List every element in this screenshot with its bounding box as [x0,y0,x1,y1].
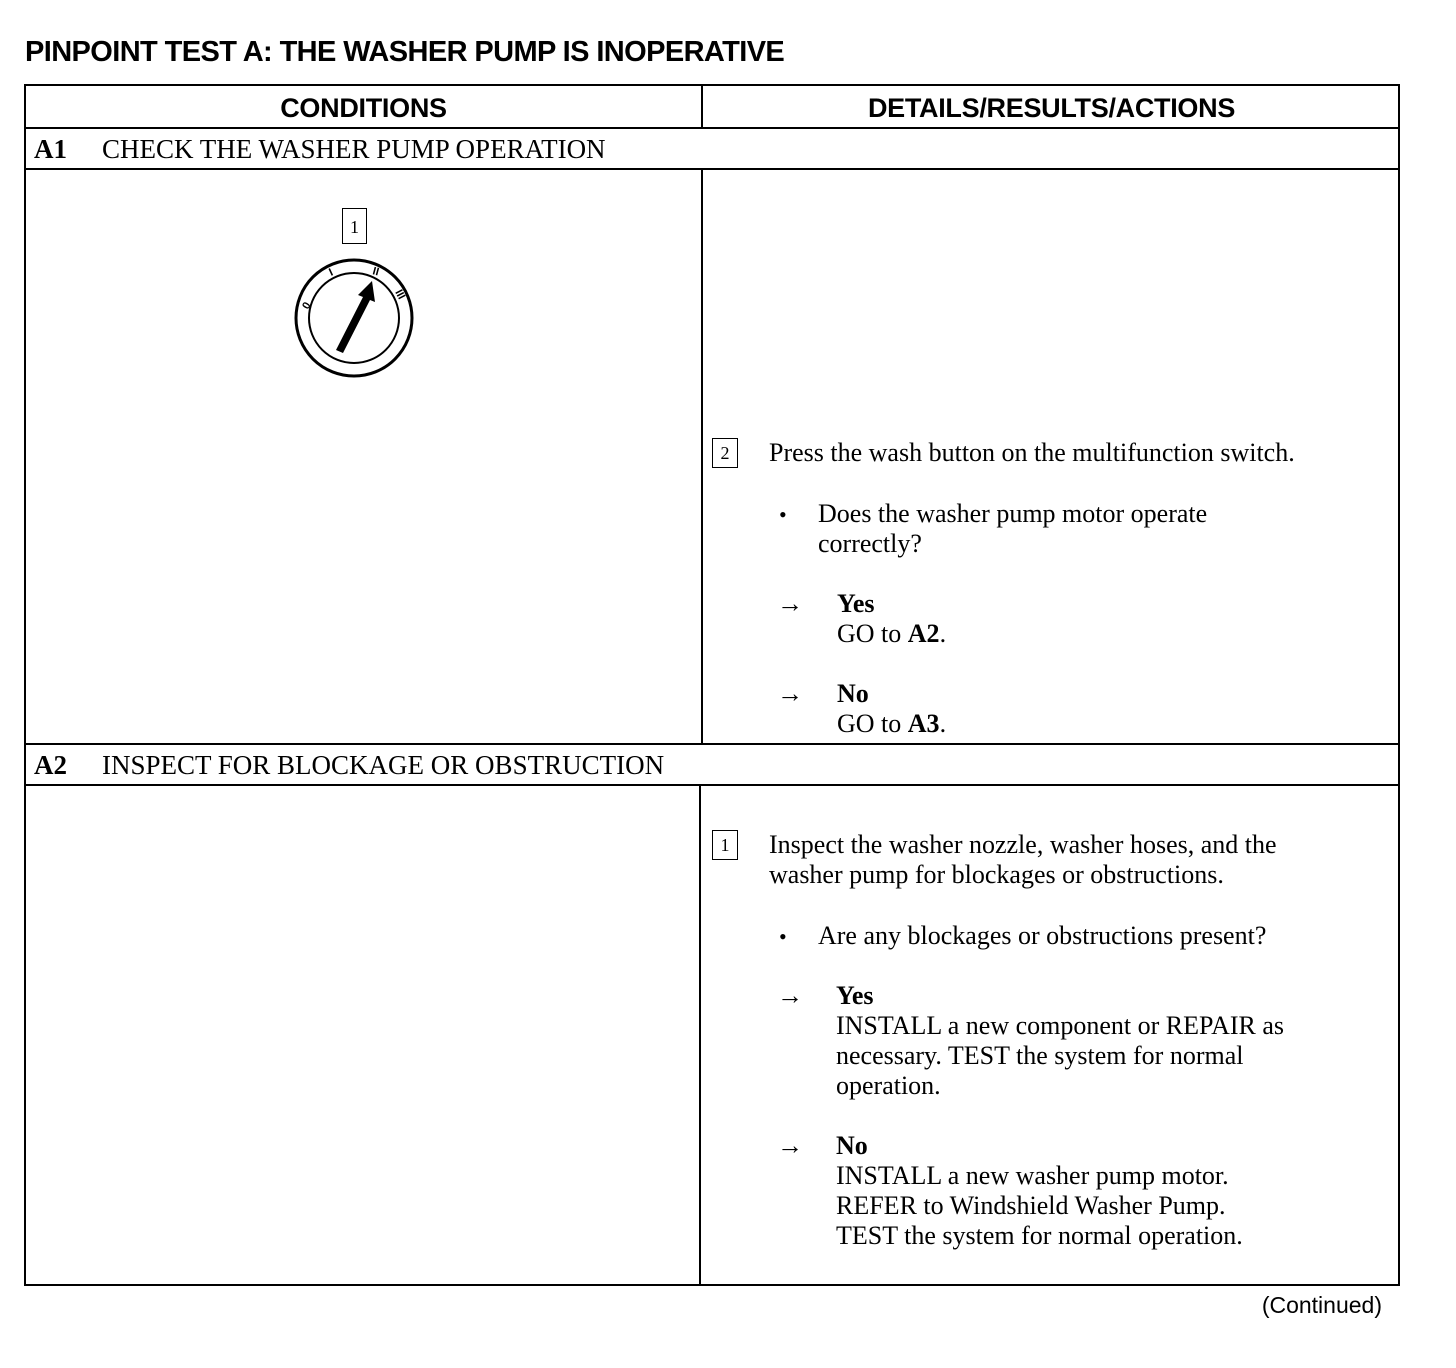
a2-yes-line-3: operation. [836,1071,941,1100]
a2-instruction-line-2: washer pump for blockages or obstructions. [769,860,1224,889]
a1-no-action-text: GO to [837,709,908,738]
a1-no-label: No [837,679,869,708]
column-divider-a1 [701,169,703,744]
dial-label-1: I [327,266,336,279]
a1-question [818,499,1207,559]
a2-yes-arrow-icon: → [777,981,803,1010]
dial-label-0: 0 [300,300,314,312]
a1-yes-period: . [939,619,947,648]
a2-instruction-line-1: Inspect the washer nozzle, washer hoses, and the [769,830,1277,859]
a1-yes-result [837,589,946,649]
a2-no-line-1: INSTALL a new washer pump motor. [836,1161,1229,1190]
a1-no-reference: A3 [907,709,940,738]
pinpoint-test-table [24,84,1400,1286]
a2-no-line-2: REFER to Windshield Washer Pump. [836,1191,1226,1220]
a1-question-bullet: • [779,502,787,527]
a1-step-id: A1 [34,134,67,164]
a2-no-result [836,1131,1243,1251]
a1-yes-action [837,619,946,649]
a2-step-id: A2 [34,750,67,780]
conditions-column-header: CONDITIONS [280,93,447,123]
dial-label-3: III [392,287,408,302]
a2-no-line-3: TEST the system for normal operation. [836,1221,1243,1250]
column-divider-a2 [699,785,701,1286]
a2-no-label: No [836,1131,868,1160]
a2-question: Are any blockages or obstructions present? [818,921,1267,950]
continued-note: (Continued) [1261,1292,1382,1318]
a2-yes-line-1: INSTALL a new component or REPAIR as [836,1011,1285,1040]
a2-question-bullet: • [779,924,787,949]
a2-title-divider [26,784,1398,786]
a1-question-line-1: Does the washer pump motor operate [818,499,1208,528]
a2-step-title: INSPECT FOR BLOCKAGE OR OBSTRUCTION [102,750,665,780]
details-column-header: DETAILS/RESULTS/ACTIONS [867,93,1236,123]
a2-step-1-instruction [769,830,1277,890]
a1-yes-arrow-icon: → [777,589,803,618]
a1-step-2-instruction: Press the wash button on the multifunction switch. [769,438,1295,467]
a1-yes-reference: A2 [907,619,940,648]
a1-illustration-step-number: 1 [342,208,367,244]
a2-yes-label: Yes [836,981,874,1010]
a1-yes-action-text: GO to [837,619,908,648]
a2-no-arrow-icon: → [777,1131,803,1160]
a1-step-2-number: 2 [712,438,738,468]
a1-no-arrow-icon: → [777,679,803,708]
page-title: PINPOINT TEST A: THE WASHER PUMP IS INOPERATIVE [25,36,785,68]
a1-step-header [34,128,606,168]
a1-no-period: . [939,709,947,738]
a1-title-divider [26,168,1398,170]
a1-question-line-2: correctly? [818,529,922,558]
a1-no-result [837,679,946,739]
a2-step-1-number: 1 [712,830,738,860]
dial-label-2: II [371,265,381,279]
a1-no-action [837,709,946,739]
a2-yes-line-2: necessary. TEST the system for normal [836,1041,1244,1070]
a1-yes-label: Yes [837,589,875,618]
a2-yes-result [836,981,1284,1101]
a1-step-title: CHECK THE WASHER PUMP OPERATION [102,134,606,164]
a2-step-header [34,744,664,784]
ignition-switch-dial-icon [288,252,420,384]
